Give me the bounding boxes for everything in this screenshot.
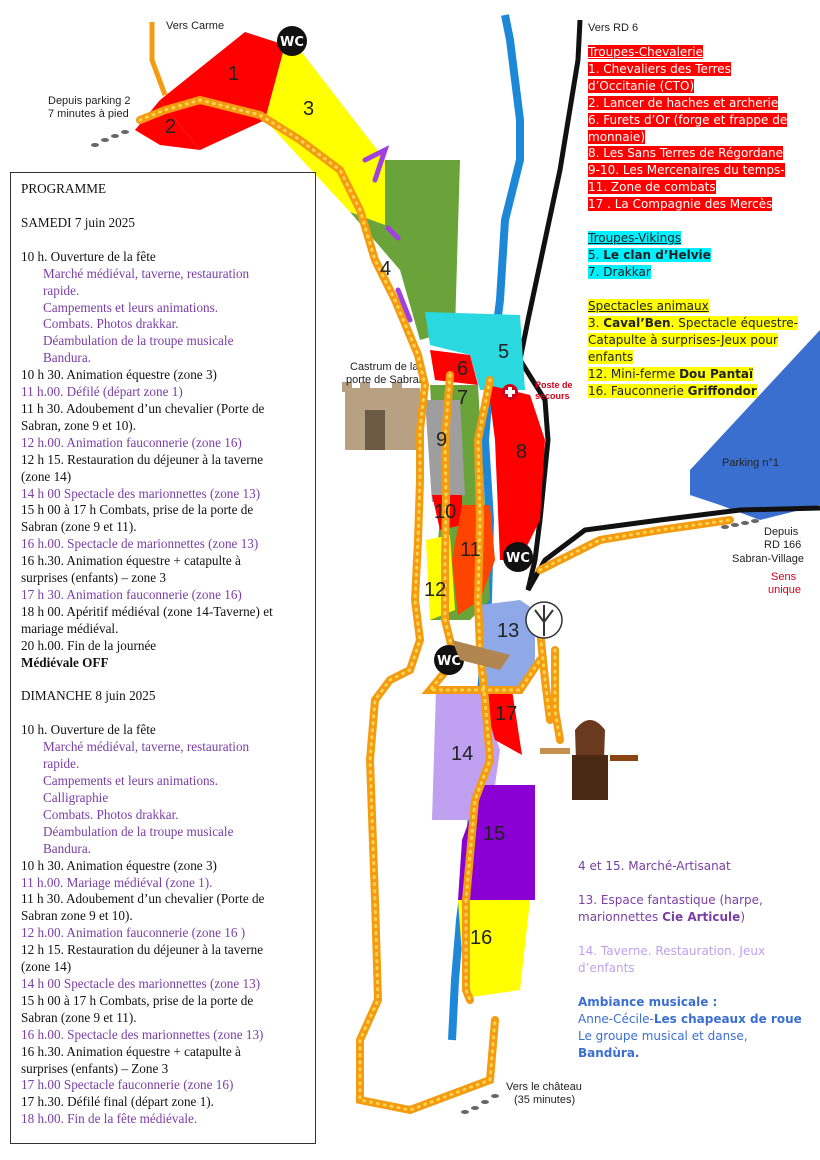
vers-chateau-label-2: (35 minutes) bbox=[514, 1094, 576, 1106]
legend-animaux-3-rest: . Spectacle équestre- bbox=[670, 315, 798, 330]
wc-marker-middle bbox=[503, 542, 533, 572]
zone-label-10: 10 bbox=[434, 501, 457, 523]
legend-animaux-3-name: Caval’Ben bbox=[603, 315, 671, 330]
zone-label-7: 7 bbox=[457, 387, 469, 409]
schedule-line: (zone 14) bbox=[21, 468, 72, 484]
path-vers-carme bbox=[152, 22, 165, 95]
svg-text:WC: WC bbox=[280, 35, 304, 50]
footprints-icon-left bbox=[91, 130, 129, 147]
legend-chevalerie-item: 17 . La Compagnie des Mercès bbox=[588, 197, 773, 212]
schedule-line: 10 h. Ouverture de la fête bbox=[21, 722, 156, 738]
poste-secours-label-2: secours bbox=[535, 391, 570, 401]
schedule-line: 10 h. Ouverture de la fête bbox=[21, 248, 156, 264]
saturday-heading: SAMEDI 7 juin 2025 bbox=[21, 214, 135, 230]
vers-rd6-label: Vers RD 6 bbox=[588, 22, 639, 34]
legend-ambiance-a-name: Les chapeaux de roue bbox=[653, 1011, 802, 1026]
zone-label-9: 9 bbox=[436, 429, 448, 451]
castrum-label-1: Castrum de la bbox=[350, 361, 419, 373]
sunday-schedule bbox=[21, 722, 305, 1128]
legend-animaux-12-name: Dou Pantaï bbox=[679, 366, 754, 381]
schedule-line: surprises (enfants) – zone 3 bbox=[21, 570, 167, 586]
legend-espace-b-name: Cie Articule bbox=[662, 909, 741, 924]
zone-label-16: 16 bbox=[470, 927, 493, 949]
schedule-line: 16 h.30. Animation équestre + catapulte à bbox=[21, 553, 241, 569]
legend-marche: 4 et 15. Marché-Artisanat bbox=[578, 859, 731, 873]
legend-taverne-a: 14. Taverne. Restauration. Jeux bbox=[578, 944, 766, 958]
zone-label-15: 15 bbox=[483, 823, 506, 845]
schedule-line: 12 h.00. Animation fauconnerie (zone 16 ) bbox=[21, 925, 246, 941]
legend-animaux-title: Spectacles animaux bbox=[588, 299, 709, 313]
zone-label-4: 4 bbox=[380, 258, 392, 280]
zone-12 bbox=[426, 535, 455, 620]
schedule-line: Bandura. bbox=[43, 350, 91, 366]
schedule-line: 12 h 15. Restauration du déjeuner à la taverne bbox=[21, 451, 264, 467]
legend-animaux-16-pre: 16. Fauconnerie bbox=[588, 383, 688, 398]
zone-label-17: 17 bbox=[495, 703, 518, 725]
parking-1-label: Parking n°1 bbox=[722, 457, 779, 469]
legend-ambiance-b: Le groupe musical et danse, bbox=[578, 1028, 748, 1043]
schedule-line: rapide. bbox=[43, 282, 80, 298]
schedule-line: 18 h 00. Apéritif médiéval (zone 14-Taverne) et bbox=[21, 603, 273, 619]
legend-vikings-5-num: 5. bbox=[588, 247, 604, 262]
schedule-line: 10 h 30. Animation équestre (zone 3) bbox=[21, 367, 217, 383]
legend-animaux-3-c: enfants bbox=[588, 349, 634, 364]
zone-label-5: 5 bbox=[498, 341, 510, 363]
schedule-line: Campements et leurs animations. bbox=[43, 773, 219, 789]
castrum-illustration bbox=[342, 382, 420, 450]
legend-espace-fantastique bbox=[578, 892, 763, 926]
legend-chevalerie-item: 8. Les Sans Terres de Régordane bbox=[588, 146, 783, 161]
depuis-parking2-label-1: Depuis parking 2 bbox=[48, 95, 131, 107]
sunday-heading: DIMANCHE 8 juin 2025 bbox=[21, 688, 156, 704]
schedule-line: 17 h.30. Défilé final (départ zone 1). bbox=[21, 1094, 214, 1110]
zone-label-14: 14 bbox=[451, 743, 474, 765]
sabran-village-label: Sabran-Village bbox=[732, 553, 804, 565]
schedule-line: 15 h 00 à 17 h Combats, prise de la porte de bbox=[21, 992, 254, 1008]
schedule-line: Combats. Photos drakkar. bbox=[43, 806, 179, 822]
legend-chevalerie bbox=[588, 44, 787, 213]
vers-chateau-label-1: Vers le château bbox=[506, 1081, 582, 1093]
schedule-line: 12 h.00. Animation fauconnerie (zone 16) bbox=[21, 434, 242, 450]
schedule-line: Sabran (zone 9 et 11). bbox=[21, 1009, 137, 1025]
schedule-line: Calligraphie bbox=[43, 790, 109, 805]
schedule-line: 17 h 30. Animation fauconnerie (zone 16) bbox=[21, 586, 242, 602]
legend-animaux bbox=[588, 298, 798, 399]
schedule-line: Combats. Photos drakkar. bbox=[43, 316, 179, 332]
saturday-schedule bbox=[21, 249, 305, 672]
schedule-line: 12 h 15. Restauration du déjeuner à la taverne bbox=[21, 942, 264, 958]
depuis-rd166-label-1: Depuis bbox=[764, 526, 799, 538]
schedule-line: Marché médiéval, taverne, restauration bbox=[43, 265, 250, 281]
poste-secours-label-1: Poste de bbox=[535, 380, 573, 390]
vers-carme-label: Vers Carme bbox=[166, 20, 225, 32]
zone-label-6: 6 bbox=[457, 358, 469, 380]
schedule-line: 11 h 30. Adoubement d’un chevalier (Porte de bbox=[21, 400, 265, 416]
legend-chevalerie-item: 2. Lancer de haches et archerie bbox=[588, 95, 779, 110]
schedule-line: mariage médiéval. bbox=[21, 620, 119, 636]
schedule-line: 11 h.00. Mariage médiéval (zone 1). bbox=[21, 874, 213, 890]
svg-text:WC: WC bbox=[437, 654, 461, 669]
zone-label-11: 11 bbox=[460, 539, 481, 561]
legend-chevalerie-item: monnaie) bbox=[588, 129, 645, 144]
schedule-line: 16 h.00. Spectacle de marionnettes (zone 13) bbox=[21, 536, 259, 552]
schedule-line: 14 h 00 Spectacle des marionnettes (zone 13) bbox=[21, 975, 261, 991]
programme-panel bbox=[10, 172, 316, 1144]
schedule-line: 16 h.30. Animation équestre + catapulte à bbox=[21, 1043, 241, 1059]
schedule-line: Sabran (zone 9 et 11). bbox=[21, 519, 137, 535]
legend-chevalerie-title: Troupes-Chevalerie bbox=[588, 45, 703, 59]
schedule-line: Déambulation de la troupe musicale bbox=[43, 333, 234, 349]
sens-unique-label-2: unique bbox=[768, 584, 802, 596]
schedule-line: (zone 14) bbox=[21, 959, 72, 975]
footprints-icon-bottom bbox=[461, 1094, 499, 1114]
legend-ambiance bbox=[578, 994, 802, 1062]
schedule-line: Bandura. bbox=[43, 840, 91, 856]
legend-chevalerie-items bbox=[588, 61, 787, 213]
legend-animaux-3-b: Catapulte à surprises-Jeux pour bbox=[588, 332, 778, 347]
legend-espace-a: 13. Espace fantastique (harpe, bbox=[578, 893, 763, 907]
zone-label-3: 3 bbox=[303, 98, 315, 120]
schedule-line: 17 h.00 Spectacle fauconnerie (zone 16) bbox=[21, 1077, 234, 1093]
legend-taverne-b: d’enfants bbox=[578, 960, 635, 975]
wc-marker-top bbox=[277, 26, 307, 56]
schedule-line: rapide. bbox=[43, 756, 80, 772]
legend-espace-b-pre: marionnettes bbox=[578, 909, 663, 924]
legend-vikings-5-name: Le clan d’Helvie bbox=[603, 247, 711, 262]
zone-label-1: 1 bbox=[228, 63, 240, 85]
zone-label-2: 2 bbox=[165, 116, 177, 138]
programme-title: PROGRAMME bbox=[21, 181, 107, 196]
legend-animaux-12-pre: 12. Mini-ferme bbox=[588, 366, 680, 381]
tree-of-life-icon bbox=[526, 602, 562, 638]
legend-taverne bbox=[578, 943, 765, 977]
schedule-line: 14 h 00 Spectacle des marionnettes (zone 13) bbox=[21, 485, 261, 501]
schedule-line: Sabran, zone 9 et 10). bbox=[21, 417, 136, 433]
zone-label-12: 12 bbox=[424, 579, 447, 601]
schedule-line: 15 h 00 à 17 h Combats, prise de la porte de bbox=[21, 502, 254, 518]
legend-vikings-title: Troupes-Vikings bbox=[588, 231, 682, 245]
depuis-parking2-label-2: 7 minutes à pied bbox=[48, 108, 129, 120]
first-aid-icon bbox=[502, 384, 518, 400]
schedule-line: surprises (enfants) – Zone 3 bbox=[21, 1060, 169, 1076]
sens-unique-label-1: Sens bbox=[771, 571, 797, 583]
schedule-line: Campements et leurs animations. bbox=[43, 299, 219, 315]
legend-chevalerie-item: 11. Zone de combats bbox=[588, 180, 716, 195]
schedule-line: Déambulation de la troupe musicale bbox=[43, 823, 234, 839]
schedule-line: 18 h.00. Fin de la fête médiévale. bbox=[21, 1111, 198, 1127]
zone-label-13: 13 bbox=[497, 620, 520, 642]
svg-text:WC: WC bbox=[506, 551, 530, 566]
legend-ambiance-title: Ambiance musicale : bbox=[578, 995, 718, 1009]
schedule-line: 11 h.00. Défilé (départ zone 1) bbox=[21, 384, 183, 400]
legend-chevalerie-item: 6. Furets d’Or (forge et frappe de bbox=[588, 112, 788, 127]
schedule-line: Médiévale OFF bbox=[21, 654, 109, 670]
legend-chevalerie-item: d’Occitanie (CTO) bbox=[588, 78, 695, 93]
legend-ambiance-c: Bandùra. bbox=[578, 1045, 640, 1060]
legend-ambiance-a-pre: Anne-Cécile- bbox=[578, 1011, 654, 1026]
depuis-rd166-label-2: RD 166 bbox=[764, 539, 802, 551]
schedule-line: 20 h.00. Fin de la journée bbox=[21, 637, 157, 653]
legend-chevalerie-item: 1. Chevaliers des Terres bbox=[588, 61, 731, 76]
schedule-line: Marché médiéval, taverne, restauration bbox=[43, 739, 250, 755]
schedule-line: Sabran zone 9 et 10). bbox=[21, 908, 133, 924]
legend-chevalerie-item: 9-10. Les Mercenaires du temps- bbox=[588, 163, 785, 178]
legend-animaux-3-num: 3. bbox=[588, 315, 604, 330]
castrum-label-2: porte de Sabran bbox=[346, 374, 425, 386]
schedule-line: 11 h 30. Adoubement d’un chevalier (Porte de bbox=[21, 891, 265, 907]
schedule-line: 10 h 30. Animation équestre (zone 3) bbox=[21, 857, 217, 873]
legend-espace-b-end: ) bbox=[740, 909, 745, 924]
zone-label-8: 8 bbox=[516, 441, 528, 463]
legend-vikings bbox=[588, 230, 711, 281]
legend-vikings-7: 7. Drakkar bbox=[588, 264, 651, 279]
legend-animaux-16-name: Griffondor bbox=[687, 383, 757, 398]
schedule-line: 16 h.00. Spectacle des marionnettes (zone 13) bbox=[21, 1026, 264, 1042]
